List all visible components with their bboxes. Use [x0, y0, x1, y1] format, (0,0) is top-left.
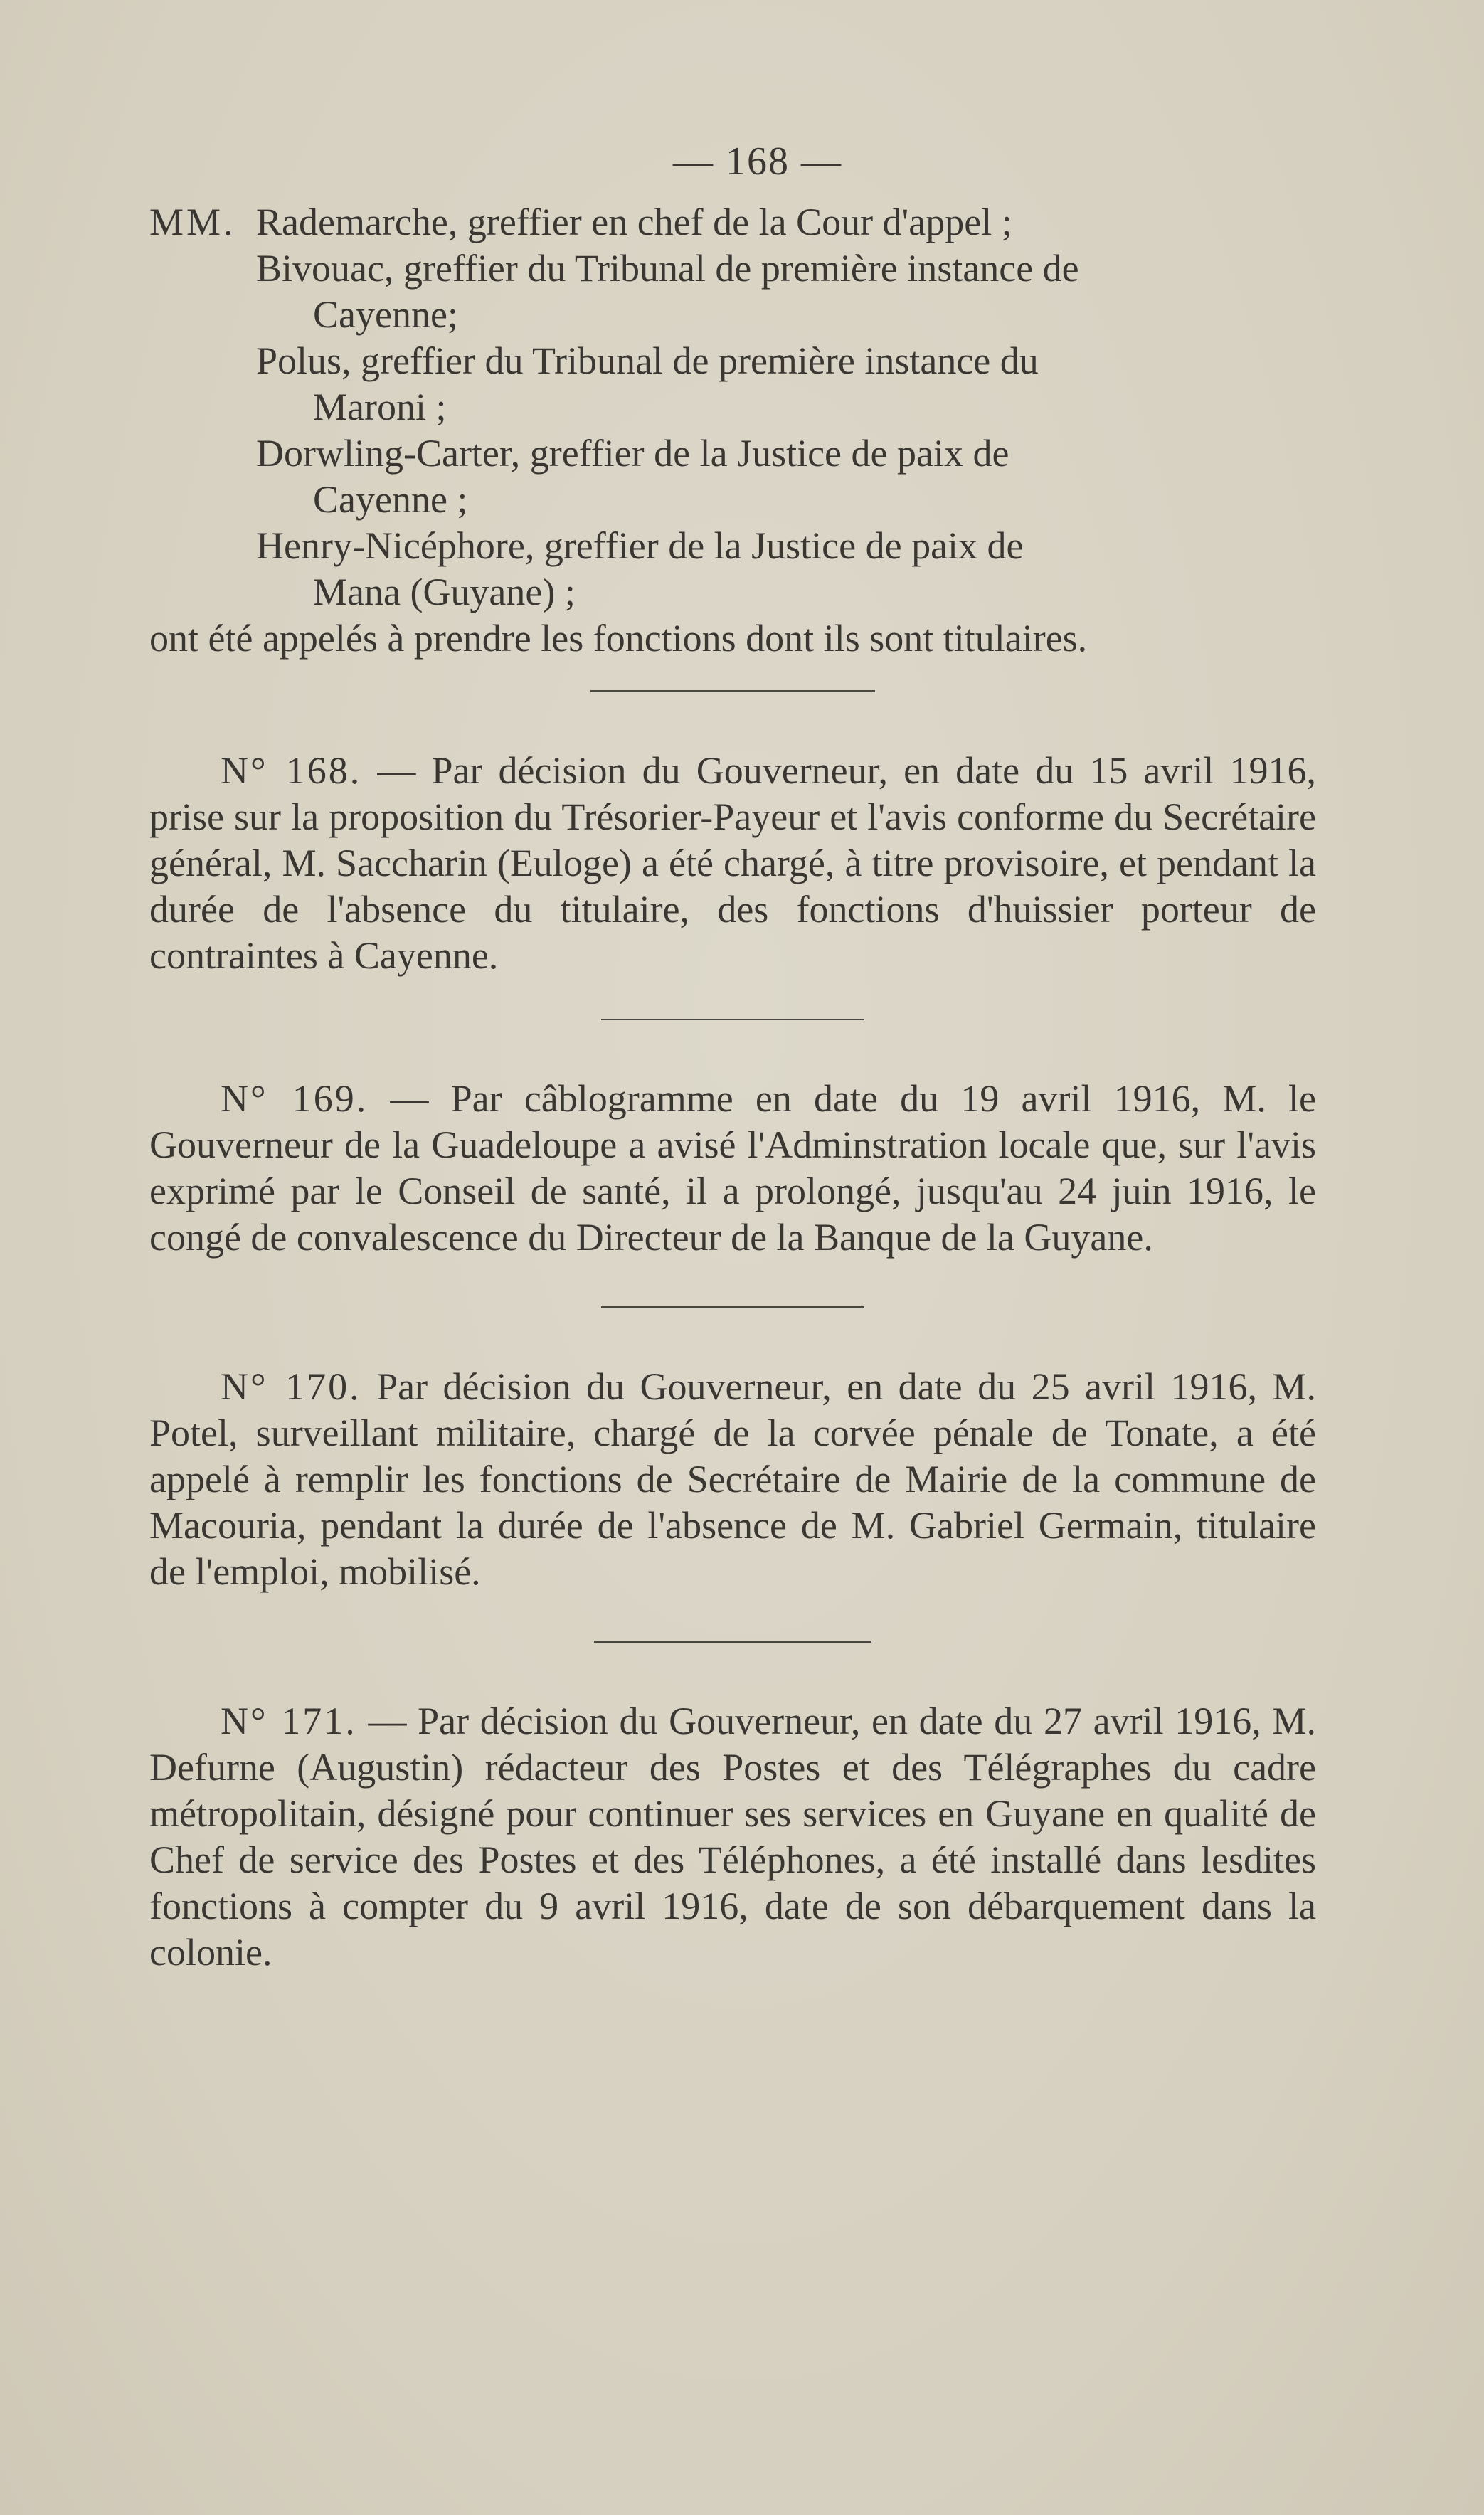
- section-divider: [601, 1306, 864, 1308]
- nomination-line-continued: Mana (Guyane) ;: [313, 571, 576, 613]
- nomination-line: Polus, greffier du Tribunal de première instance du: [256, 339, 1039, 382]
- page-number: — 168 —: [673, 139, 842, 184]
- nomination-entry: [149, 199, 1316, 615]
- decision-text: Par décision du Gouverneur, en date du 25 avril 1916, M. Potel, surveillant militaire, chargé de la corvée pénale de Tonate, a été appelé à remplir les fonctions de Secrétaire de Mairie de la commune de Macouria, pendant la durée de l'absence de M. Gabriel Germain, titulaire de l'emploi, mobilisé.: [149, 1365, 1317, 1593]
- nomination-line-continued: Cayenne ;: [313, 478, 468, 521]
- section-divider: [594, 1641, 871, 1643]
- decision-number: N° 169.: [221, 1077, 369, 1120]
- decision-paragraph: [149, 1076, 1316, 1261]
- page-content: [149, 139, 1316, 1976]
- nomination-entry-text: [256, 245, 1316, 338]
- nomination-prefix: MM.: [149, 201, 236, 243]
- nomination-entry-text: [256, 199, 1316, 245]
- decision-number: N° 171.: [221, 1700, 357, 1742]
- decision-paragraph: [149, 1364, 1316, 1595]
- decision-text: — Par câblogramme en date du 19 avril 1916, M. le Gouverneur de la Guadeloupe a avisé l'Adminstration locale que, sur l'avis exprimé par le Conseil de santé, il a prolongé, jusqu'au 24 juin 1916, le congé de convalescence du Directeur de la Banque de la Guyane.: [149, 1077, 1316, 1259]
- nomination-line: Dorwling-Carter, greffier de la Justice de paix de: [256, 432, 1009, 475]
- nomination-line-continued: Cayenne;: [313, 293, 458, 336]
- decision-text: — Par décision du Gouverneur, en date du 15 avril 1916, prise sur la proposition du Trésorier-Payeur et l'avis conforme du Secrétaire général, M. Saccharin (Euloge) a été chargé, à titre provisoire, et pendant la durée de l'absence du titulaire, des fonctions d'huissier porteur de contraintes à Cayenne.: [149, 749, 1317, 977]
- decision-text: — Par décision du Gouverneur, en date du 27 avril 1916, M. Defurne (Augustin) rédacteur des Postes et des Télégraphes du cadre métropolitain, désigné pour continuer ses services en Guyane en qualité de Chef de service des Postes et des Téléphones, a été installé dans lesdites fonctions à compter du 9 avril 1916, date de son débarquement dans la colonie.: [149, 1700, 1316, 1974]
- nomination-closing: ont été appelés à prendre les fonctions dont ils sont titulaires.: [149, 617, 1088, 660]
- decision-paragraph: [149, 748, 1316, 979]
- nomination-line: Bivouac, greffier du Tribunal de première instance de: [256, 247, 1079, 290]
- nomination-entry-text: [256, 338, 1316, 430]
- nomination-entry-text: [256, 523, 1316, 615]
- nomination-line-continued: Maroni ;: [313, 386, 447, 428]
- nomination-line: Rademarche, greffier en chef de la Cour d'appel ;: [256, 201, 1012, 243]
- nomination-entry-text: [256, 430, 1316, 523]
- section-divider: [601, 1019, 864, 1020]
- nomination-line: Henry-Nicéphore, greffier de la Justice de paix de: [256, 524, 1024, 567]
- nomination-list: [149, 199, 1316, 662]
- decision-number: N° 170.: [221, 1365, 361, 1408]
- decision-number: N° 168.: [221, 749, 362, 792]
- decision-paragraph: [149, 1698, 1316, 1976]
- section-divider: [590, 690, 875, 692]
